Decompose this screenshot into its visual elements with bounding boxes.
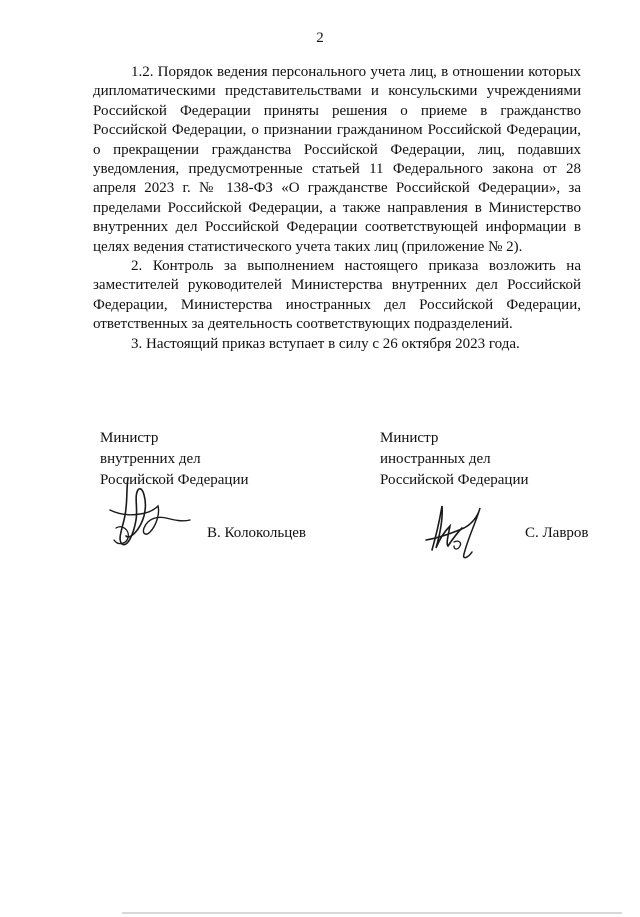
handwritten-signature-right: [418, 492, 498, 564]
signatory-left-title-line2: внутренних дел: [100, 451, 201, 467]
paragraph-1-2: 1.2. Порядок ведения персонального учета лиц, в отношении которых дипломатическими представительствами и консульскими учреждениями Российской Федерации приняты решения о приеме в гражданство Российской Федерации, о признании гражданином Российской Федерации, о прекращении гражданства Российской Федерации, лиц, подавших уведомления, предусмотренные статьей 11 Федерального закона от 28 апреля 2023 г. № 138-ФЗ «О гражданстве Российской Федерации», за пределами Российской Федерации, а также направления в Министерство внутренних дел Российской Федерации соответствующей информации в целях ведения статистического учета таких лиц (приложение № 2).: [93, 64, 581, 255]
signatory-left-title-line3: Российской Федерации: [100, 472, 249, 488]
signatory-right-title-line2: иностранных дел: [380, 451, 491, 467]
signatory-left-title-line1: Министр: [100, 430, 159, 446]
signatory-left-name: В. Колокольцев: [207, 525, 306, 541]
signatory-right-title-line1: Министр: [380, 430, 439, 446]
page-number: 2: [316, 30, 324, 46]
signatory-right-name: С. Лавров: [525, 525, 589, 541]
paragraph-2: 2. Контроль за выполнением настоящего приказа возложить на заместителей руководителей Министерства внутренних дел Российской Федерации, Министерства иностранных дел Российской Федерации, ответственных за деятельность соответствующих подразделений.: [93, 258, 581, 333]
signatory-right-title: [380, 428, 529, 491]
scan-edge-divider: [122, 912, 622, 914]
signatory-right-title-line3: Российской Федерации: [380, 472, 529, 488]
document-body: [93, 63, 581, 354]
handwritten-signature-left: [98, 470, 208, 550]
paragraph-3: 3. Настоящий приказ вступает в силу с 26 октября 2023 года.: [131, 335, 520, 352]
